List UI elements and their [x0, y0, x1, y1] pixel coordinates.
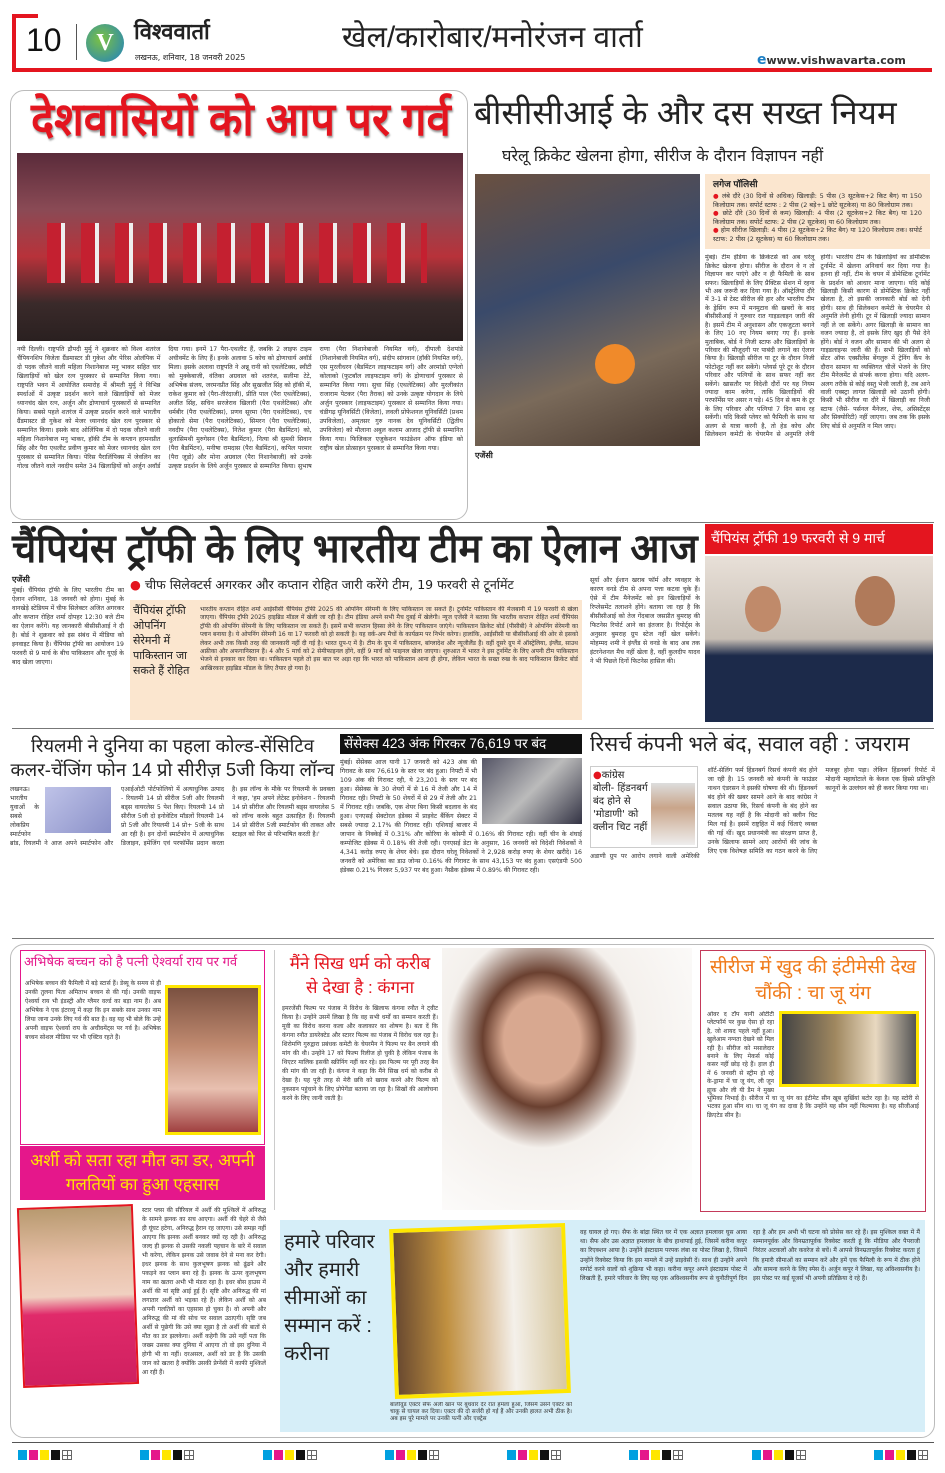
color-swatch [752, 1450, 761, 1460]
crosshair-icon [918, 1450, 928, 1460]
players-photo [475, 174, 700, 446]
subheadline: ● चीफ सिलेक्टर्स अगरकर और कप्तान रोहित जारी करेंगे टीम, 19 फरवरी से टूर्नामेंट [130, 577, 514, 592]
headline: अभिषेक बच्चन को है पत्नी ऐश्वर्या राय पर गर्व [24, 954, 238, 969]
jairam-photo [651, 783, 695, 845]
logo-icon: V [86, 24, 124, 62]
article-awards [10, 90, 468, 520]
article-abhishek [20, 950, 265, 1145]
dateline: लखनऊ, शनिवार, 18 जनवरी 2025 [135, 53, 246, 62]
color-swatch [40, 1450, 49, 1460]
opening-ceremony-box [130, 600, 582, 720]
color-swatch [785, 1450, 794, 1460]
luggage-item: छोटे दौरे (30 दिनों से कम) खिलाड़ी: 4 पीस (2 सूटकेस+2 किट बैग) या 120 किलोग्राम तक। सपोर्ट स्टाफ: 2 पीस (2 सूटकेस) या 60 किलोग्राम तक। [713, 209, 922, 226]
phone-photo [43, 785, 113, 835]
crosshair-icon [551, 1450, 561, 1460]
kangana-photo [442, 948, 692, 1210]
article-kangana [282, 952, 438, 1210]
color-swatch [296, 1450, 305, 1460]
color-swatch [907, 1450, 916, 1460]
color-swatch [651, 1450, 660, 1460]
headline: हमारे परिवार और हमारी सीमाओं का सम्मान करें : करीना [284, 1231, 375, 1365]
luggage-item: होम सीरीज खिलाड़ी: 4 पीस (2 सूटकेस+2 किट बैग) या 120 किलोग्राम तक। सपोर्ट स्टाफ: 2 पीस (2 सूटकेस) या 60 किलोग्राम तक। [713, 226, 922, 243]
color-swatch [874, 1450, 883, 1460]
color-swatch [173, 1450, 182, 1460]
color-swatch [51, 1450, 60, 1460]
luggage-title: लगेज पॉलिसी [713, 179, 758, 189]
color-swatch [285, 1450, 294, 1460]
saif-kareena-photo [389, 1223, 571, 1399]
luggage-item: लंबे दौरे (30 दिनों से अधिक) खिलाड़ी: 5 पीस (3 सूटकेस+2 किट बैग) या 150 किलोग्राम तक। सपोर्ट स्टाफ : 2 पीस (2 बड़े+1 छोटे सूटकेस) या 80 किलोग्राम तक। [713, 192, 922, 209]
crosshair-icon [796, 1450, 806, 1460]
color-swatch-group [629, 1450, 683, 1462]
color-swatch [763, 1450, 772, 1460]
headline-champions: चैंपियंस ट्रॉफी के लिए भारतीय टीम का ऐलान आज [12, 527, 698, 571]
color-swatch [263, 1450, 272, 1460]
color-swatch [151, 1450, 160, 1460]
color-swatch-group [385, 1450, 439, 1462]
color-swatch [29, 1450, 38, 1460]
color-swatch [540, 1450, 549, 1460]
article-body: अडाणी ग्रुप पर आरोप लगाने वाली अमेरिकी शॉर्ट-सेलिंग फर्म हिंडनबर्ग रिसर्च कंपनी बंद होने जा रही है। 15 जनवरी को कंपनी के फाउंडर नाथन एंडरसन ने इसकी घोषणा की थी। हिंडनबर्ग बंद होने की खबर सामने आने के बाद कांग्रेस ने सवाल उठाया कि, रिसर्च कंपनी के बंद होने का मतलब यह नहीं है कि मोदानी को क्लीन चिट मिल गई है। इसमें राष्ट्रहित में कई चिंताएं व्यक्त की गई थीं। खुद प्रधानमंत्री का संरक्षण प्राप्त है, उनके खिलाफ सामने आए आरोपों की जांच के लिए एक विशेषज्ञ समिति का गठन करने के लिए मजबूर होना पड़ा। लेकिन हिंडनबर्ग रिपोर्ट में मोदानी महाघोटाले के केवल एक हिस्से प्रतिभूति कानूनों के उल्लंघन को ही कवर किया गया था। [590, 767, 935, 860]
headline: बीसीसीआई के और दस सख्त नियम [474, 94, 897, 131]
color-swatch [274, 1450, 283, 1460]
color-swatch [507, 1450, 516, 1460]
crosshair-icon [307, 1450, 317, 1460]
article-body: ओवर द टॉप यानी ओटीटी प्लेटफॉर्म पर कुछ ऐसा हो रहा है, जो शायद पहले नहीं हुआ। खुलेआम नग्नता देखने को मिल रही है। सीरीज को मसालेदार बनाने के लिए मेकर्स कोई कसर नहीं छोड़ रहे हैं। हाल ही में 6 जनवरी से स्ट्रीम हो रहे के-ड्रामा में चा जू यंग, ली जून ह्युक और ली यी डैम ने मुख्य भूमिका निभाई है। सीरीज में चा जू यंग का इंटीमेट सीन खूब सुर्खियां बटोर रहा है। यह स्टोरी से भटका हुआ सीन था। चा जू यंग का दावा है कि उन्होंने यह सीन नहीं फिल्माया है। यह सीजीआई क्रिएटेड सीन है। [707, 1011, 919, 1119]
article-body: इमरजेंसी फिल्म पर पंजाब में विरोध के खिलाफ कंगना रनौत ने ट्वीट किया है। उन्होंने उसमें लिखा है कि वह सभी धर्मों का सम्मान करती हैं। मूवी का विरोध करना कला और कलाकार का शोषण है। बता दें कि कंगना रनौत डायरेक्टेड और स्टारर फिल्म का पंजाब में विरोध चल रहा है। शिरोमणि गुरुद्वारा प्रबंधक कमेटी के चेयरमैन ने फिल्म पर बैन लगाने की मांग की थी। उन्होंने 17 को फिल्म रिलीज हो चुकी है लेकिन पंजाब के थिएटर मालिक इसकी स्क्रीनिंग नहीं कर रहे। इस फिल्म पर पूरी तरह बैन की मांग की जा रही है। कंगना ने कहा कि मैंने सिख धर्म को करीब से देखा है। यह पूरी तरह से मेरी छवि को खराब करने और फिल्म को नुकसान पहुंचाने के लिए प्रोपेगेंडा बताया जा रहा है। सिखों की आलोचना करने के लिए जानी जाती है। [282, 1005, 438, 1102]
subheadline: घरेलू क्रिकेट खेलना होगा, सीरीज के दौरान विज्ञापन नहीं [502, 146, 824, 165]
headline: देशवासियों को आप पर गर्व [31, 93, 451, 145]
color-swatch [885, 1450, 894, 1460]
color-swatch [140, 1450, 149, 1460]
luggage-policy-box: लगेज पॉलिसी ● लंबे दौरे (30 दिनों से अधिक) खिलाड़ी: 5 पीस (3 सूटकेस+2 किट बैग) या 150 किलोग्राम तक। सपोर्ट स्टाफ : 2 पीस (2 बड़े+1 छोटे सूटकेस) या 80 किलोग्राम तक। ● छोटे दौरे (30 दिनों से कम) खिलाड़ी: 4 पीस (2 सूटकेस+2 किट बैग) या 120 किलोग्राम तक। सपोर्ट स्टाफ: 2 पीस (2 सूटकेस) या 60 किलोग्राम तक। ● होम सीरीज खिलाड़ी: 4 पीस (2 सूटकेस+2 किट बैग) या 120 किलोग्राम तक। सपोर्ट स्टाफ: 2 पीस (2 सूटकेस) या 60 किलोग्राम तक। [705, 174, 930, 249]
color-swatch-group [140, 1450, 194, 1462]
arshi-photo [17, 1204, 139, 1388]
registration-strip [18, 1450, 928, 1462]
box-label: चैंपियंस ट्रॉफी ओपनिंग सेरेमनी में पाकिस्तान जा सकते हैं रोहित [133, 605, 190, 677]
article-body-right: सूर्या और ईशान खराब फॉर्म और व्यवहार के कारण वनडे टीम से अपना पत्ता कटवा चुके हैं। ऐसे में टीम मैनेजमेंट को इन खिलाड़ियों के रिप्लेसमेंट तलाशने होंगे। बताया जा रहा है कि बीसीसीआई को तेज गेंदबाज जसप्रीत बुमराह की फिटनेस रिपोर्ट आने का इंतजार है। रिपोर्ट्स के अनुसार बुमराह ग्रुप स्टेज नहीं खेल सकेंगे। मोहम्मद शमी ने इंग्लैंड से वनडे के बाद अब तक इंटरनेशनल मैच नहीं खेला है, वहीं कुलदीप यादव ने भी पिछले दिनों फिटनेस हासिल की। [590, 577, 700, 665]
article-body: नयी दिल्ली। राष्ट्रपति द्रौपदी मुर्मु ने शुक्रवार को विश्व शतरंज चैंपियनशिप विजेता ग्रैंडमास्टर डी गुकेश और पेरिस ओलंपिक में दो पदक जीतने वाली महिला निशानेबाज मनु भाकर सहित चार खिलाड़ियों को खेल रत्न पुरस्कार से सम्मानित किया गया। राष्ट्रपति भवन में आयोजित समारोह में श्रीमती मुर्मु ने विभिन्न स्पर्धाओं में उत्कृष्ट प्रदर्शन करने वाले खिलाड़ियों को मेजर ध्यानचंद खेल रत्न, अर्जुन और द्रोणाचार्य पुरस्कारों से सम्मानित किया। सबसे पहले शतरंज में उत्कृष्ट प्रदर्शन करने वाले भारतीय ग्रैंडमास्टर डी गुकेश को मेजर ध्यानचंद खेल रत्न पुरस्कार से सम्मानित किया। इसके बाद ओलिंपिक में दो पदक जीतने वाली महिला निशानेबाज मनु भाकर, हॉकी टीम के कप्तान हरमनप्रीत सिंह और पैरा एथलीट प्रवीण कुमार को मेजर ध्यानचंद खेल रत्न पुरस्कार से सम्मानित किया। पेरिस पैरालिंपिक्स में जेवलिन का गोल्ड जीतने वाले नवदीप समेत 34 खिलाड़ियों को अर्जुन अवॉर्ड दिया गया। इनमें 17 पैरा-एथलीट हैं, जबकि 2 लाइफ टाइम अचीवमेंट के लिए हैं। इनके अलावा 5 कोच को द्रोणाचार्य अवॉर्ड मिला। इसके अलावा राष्ट्रपति ने अन्नू रानी को एथलेटिक्स, स्वीटी को मुक्केबाजी, वंतिका अग्रवाल को शतरंज, सलीमा टेटे, अभिषेक संजय, जरमनप्रीत सिंह और सुखजीत सिंह को हॉकी में, राकेश कुमार को (पैरा-तीरंदाजी), प्रीति पाल (पैरा एथलेटिक्स), अजीत सिंह, सचिन सरजेराव खिलारी (पैरा एथलेटिक्स) और धर्मबीर (पैरा एथलेटिक्स), प्रणव सूरमा (पैरा एथलेटिक्स), एच होकातो सेमा (पैरा एथलेटिक्स), सिमरन (पैरा एथलेटिक्स), नवदीप (पैरा एथलेटिक्स), नितेश कुमार (पैरा बैडमिंटन) को, थुलासिमथी मुरुगेसन (पैरा बैडमिंटन), नित्या श्री सुमथी सिवान (पैरा बैडमिंटन), मनीषा रामदास (पैरा बैडमिंटन), कपिल परमार (पैरा जूडो) और मोना अग्रवाल (पैरा निशानेबाजी) को उनके उत्कृष्ट प्रदर्शन के लिये अर्जुन पुरस्कार से सम्मानित किया। सुभाष राणा (पैरा निशानेबाजी नियमित वर्ग), दीपाली देशपांडे (निशानेबाजी नियमित वर्ग), संदीप सांगवान (हॉकी नियमित वर्ग), एस मुरलीधरन (बैडमिंटन लाइफटाइम वर्ग) और अरमांडो एग्नेलो कोलाको (फुटबॉल लाइफटाइम वर्ग) के द्रोणाचार्य पुरस्कार से सम्मानित किया गया। सुचा सिंह (एथलेटिक्स) और मुरलीकांत राजाराम पेटकर (पैरा तैराक) को उनके उत्कृष्ट योगदान के लिये अर्जुन पुरस्कार (लाइफटाइम) पुरस्कार से सम्मानित किया गया। चंडीगढ़ यूनिवर्सिटी (विजेता), लवली प्रोफेशनल यूनिवर्सिटी (प्रथम उपविजेता), अमृतसर गुरु नानक देव यूनिवर्सिटी (द्वितीय उपविजेता) को मौलाना अबुल कलाम आजाद ट्रॉफी से सम्मानित किया गया। फिजिकल एजुकेशन फाउंडेशन ऑफ इंडिया को राष्ट्रीय खेल प्रोत्साहन पुरस्कार से सम्मानित किया गया। [17, 346, 463, 470]
byline: एजेंसी [475, 451, 493, 460]
masthead [12, 14, 932, 72]
color-registration-marks [12, 1442, 934, 1443]
color-swatch-group [263, 1450, 317, 1462]
browser-icon: e [757, 52, 767, 68]
article-realme [10, 734, 335, 934]
champions-date-tag: चैंपियंस ट्रॉफी 19 फरवरी से 9 मार्च [705, 524, 933, 554]
color-swatch [629, 1450, 638, 1460]
color-swatch-group [507, 1450, 561, 1462]
bullet-icon: ● [130, 577, 141, 592]
color-swatch [896, 1450, 905, 1460]
article-body: मुंबई। सेंसेक्स आज यानी 17 जनवरी को 423 अंक की गिरावट के साथ 76,619 के स्तर पर बंद हुआ। निफ्टी में भी 109 अंक की गिरावट रही, ये 23,201 के स्तर पर बंद हुआ। सेंसेक्स के 30 शेयरों में से 16 में तेजी और 14 में गिरावट रही। निफ्टी के 50 शेयरों में से 29 में तेजी और 21 में गिरावट रही। जबकि, एक शेयर बिना किसी बदलाव के बंद हुआ। एनएसई सेक्टोरल इंडेक्स में प्राइवेट बैंकिंग सेक्टर में सबसे ज्यादा 2.17% की गिरावट रही। एशियाई बाजार में जापान के निक्केई में 0.31% और कोरिया के कोस्पी में 0.16% की गिरावट रही। वहीं चीन के शंघाई कम्पोजिट इंडेक्स में 0.18% की तेजी रही। एनएसई डेटा के अनुसार, 16 जनवरी को विदेशी निवेशकों ने 4,341 करोड़ रुपए के शेयर बेचे। इस दौरान घरेलू निवेशकों ने 2,928 करोड़ रुपए के शेयर खरीदे। 16 जनवरी को अमेरिका का डाउ जोन्स 0.16% की गिरावट के साथ 43,153 पर बंद हुआ। एसएंडपी 500 इंडेक्स 0.21% गिरकर 5,937 पर बंद हुआ। नैस्डैक इंडेक्स में 0.89% की गिरावट रही। [340, 759, 582, 875]
article-body-left: मुंबई। चैंपियंस ट्रॉफी के लिए भारतीय टीम का ऐलान शनिवार, 18 जनवरी को होगा। मुंबई के वानखेड़े स्टेडियम में चीफ सिलेक्टर अजित अगरकर और कप्तान रोहित शर्मा दोपहर 12:30 बजे टीम का ऐलान करेंगे। यह जानकारी बीसीसीआई ने दी है। बोर्ड ने शुक्रवार को इस संबंध में मीडिया को इनवाइट किया है। चैंपियंस ट्रॉफी का आयोजन 19 फरवरी से 9 मार्च के बीच पाकिस्तान और यूएई के बाद खेला जाएगा। [12, 587, 124, 666]
article-body: लखनऊ। भारतीय युवाओं के सबसे लोकप्रिय स्मार्टफोन ब्रांड, रियलमी ने आज अपने स्मार्टफोन और एआईओटी पोर्टफोलियो में अत्याधुनिक उत्पाद - रियलमी 14 प्रो सीरीज 5जी और रियलमी बड्स वायरलेस 5 पेश किए। रियलमी 14 प्रो सीरीज 5जी दो इनोवेटिव मॉडलों रियलमी 14 प्रो 5जी और रियलमी 14 प्रो+ 5जी के साथ आ रही है। इन दोनों स्मार्टफोन में अत्याधुनिक डिजाइन, इमेजिंग एवं परफॉर्मेंस प्रदान करता है। इस लॉन्च के मौके पर रियलमी के प्रवक्ता ने कहा, 'हम अपने लेटेस्ट इनोवेशन - रियलमी 14 प्रो सीरीज और रियलमी बड्स वायरलेस 5 को लॉन्च करके बहुत उत्साहित हैं। रियलमी 14 प्रो सीरीज 5जी स्मार्टफोन की ताकत और स्टाइल को फिर से परिभाषित करती है।' [10, 786, 335, 847]
color-swatch [385, 1450, 394, 1460]
color-swatch [18, 1450, 27, 1460]
headline: सेंसेक्स 423 अंक गिरकर 76,619 पर बंद [340, 734, 582, 754]
photo-caption: बॉलीवुड एक्टर सैफ अली खान पर बुधवार देर रात हमला हुआ, जिसमें उसने एक्टर को चाकू से घायल कर दिया। एक्टर की दो सर्जरी हो गई हैं और उनकी हालत अभी ठीक है। अब इस पूरे मामले पर उनकी पत्नी और एक्ट्रेस [390, 1402, 572, 1422]
color-swatch [396, 1450, 405, 1460]
color-swatch [529, 1450, 538, 1460]
cha-ju-young-photo [779, 1011, 919, 1087]
article-body: वह घायल हो गए। सैफ के बांद्रा स्थित घर में एक अज्ञात हमलावर घुस आया था। सैफ और उस अज्ञात हमलावर के बीच हाथापाई हुई, जिसमें करीना कपूर का रिएक्शन आया है। उन्होंने इंस्टाग्राम परपक लंबा सा पोस्ट लिखा है, जिसमें उन्होंने रिक्वेस्ट किया कि इस मामले में उन्हें प्राइवेसी दें। साथ ही उन्होंने अपने सपोर्ट करने वालों को शुक्रिया भी कहा। करीना कपूर अपने इंस्टाग्राम पोस्ट में लिखती हैं, हमारे परिवार के लिए यह एक अविश्वसनीय रूप से चुनौतीपूर्ण दिन रहा है और हम अभी भी घटना को प्रोसेस कर रहे हैं। इस मुश्किल वक्त में मैं सम्मानपूर्वक और विनम्रतापूर्वक रिक्वेस्ट करती हूं कि मीडिया और पैपराजी निरंतर अटकलों और कवरेज से बचें। मैं आपसे विनम्रतापूर्वक रिक्वेस्ट करता हूं कि हमारी सीमाओं का सम्मान करें और हमें एक फैमिली के रूप में ठीक होने और सामना करने के लिए स्पेस दें। अर्जुन कपूर ने लिखा, यह अविश्वसनीय है। इस पोस्ट पर कई यूजर्स भी अपनी प्रतिक्रिया दे रहे हैं। [580, 1229, 920, 1283]
headline: रियलमी ने दुनिया का पहला कोल्ड-सेंसिटिव कलर-चेंजिंग फोन 14 प्रो सीरीज़ 5जी किया लॉन्च [10, 735, 335, 780]
color-swatch [774, 1450, 783, 1460]
paper-name: विश्ववार्ता [134, 19, 210, 44]
article-sensex [340, 734, 582, 934]
headline: रिसर्च कंपनी भले बंद, सवाल वही : जयराम [590, 733, 910, 756]
crosshair-icon [62, 1450, 72, 1460]
inset-text: ●कांग्रेस बोली- हिंडनबर्ग बंद होने से 'मोडाणी' को क्लीन चिट नहीं [593, 770, 648, 833]
article-jairam [590, 734, 935, 934]
box-body: भारतीय कप्तान रोहित शर्मा आईसीसी चैंपियंस ट्रॉफी 2025 की ओपनिंग सेरेमनी के लिए पाकिस्तान जा सकते हैं। टूर्नामेंट पाकिस्तान की मेजबानी में 19 फरवरी से खेला जाएगा। चैंपियंस ट्रॉफी 2025 हाइब्रिड मॉडल में खेली जा रही है। टीम इंडिया अपने सभी मैच दुबई में खेलेगी। न्यूज एजेंसी ने बताया कि भारतीय कप्तान रोहित शर्मा चैंपियंस ट्रॉफी की ओपनिंग सेरेमनी के लिए पाकिस्तान जा सकते हैं। इसमें सभी कप्तान हिस्सा लेने के लिए पाकिस्तान जाएंगे। पाकिस्तान क्रिकेट बोर्ड (पीसीबी) ने ओपनिंग सेरेमनी का प्लान बनाया है। ये ओपनिंग सेरेमनी 16 या 17 फरवरी को हो सकती है। यह वर्क-अप मैचों के कार्यक्रम पर निर्भर करेगा। हालांकि, आईसीसी या बीसीसीआई की ओर से इसको लेकर अभी तक किसी तरह की जानकारी नहीं दी गई है। भारत ग्रुप-ए में है। टीम के ग्रुप में पाकिस्तान, बांग्लादेश और न्यूजीलैंड हैं। वहीं दूसरे ग्रुप में ऑस्ट्रेलिया, इंग्लैंड, साउथ अफ्रीका और अफगानिस्तान हैं। 4 और 5 मार्च को 2 सेमीफाइनल होंगे, वहीं 9 मार्च को फाइनल खेला जाएगा। शुरुआत में भारत ने इस टूर्नामेंट के लिए अपनी टीम पाकिस्तान भेजने से इनकार कर दिया था। पाकिस्तान पहले तो इस बात पर अड़ा रहा कि भारत को पाकिस्तान आना ही होगा, लेकिन भारत के सख्त रुख के बाद पाकिस्तान क्रिकेट बोर्ड आखिरकार हाइब्रिड मॉडल के लिए तैयार हो गया है। [200, 606, 578, 672]
article-kareena [280, 1220, 925, 1432]
bse-bull-photo [482, 758, 582, 824]
headline-kangana: मैंने सिख धर्म को करीब से देखा है : कंगना [289, 954, 431, 997]
headline: सीरीज में खुद की इंटीमेसी देख चौंकी : चा जू यंग [709, 957, 917, 1004]
headline-arshi: अर्शी को सता रहा मौत का डर, अपनी गलतियों का हुआ एहसास [20, 1146, 265, 1200]
congress-inset-box [590, 766, 698, 848]
color-swatch [418, 1450, 427, 1460]
page-number: 10 [26, 22, 62, 58]
article-bcci [472, 92, 935, 522]
color-swatch-group [18, 1450, 72, 1462]
article-body: अभिषेक बच्चन की फैमिली में बड़े स्टार्स हैं। डेब्यू के समय से ही उनकी तुलना पिता अमिताभ बच्चन से की गई। उनकी वाइफ ऐश्वर्या राय भी इंडस्ट्री और ग्लैमर वर्ल्ड का बड़ा नाम हैं। अब अभिषेक ने एक इंटरव्यू में कहा कि इन सबके साथ उनका नाम लिया जाना उनके लिए गर्व की बात है। वह यह भी बोले कि उन्हें अपनी वाइफ ऐश्वर्या राय के अचीवमेंट्स पर गर्व है। अभिषेक बच्चन सोशल मीडिया पर भी एक्टिव रहते हैं। [25, 980, 161, 1041]
article-jiyoung [700, 950, 926, 1212]
crosshair-icon [429, 1450, 439, 1460]
article-body: स्टार प्लस की सीरियल में अर्शी की मुश्किलें में अनिरुद्ध के सामने झनक का सच आएगा। अर्शी की चेहरे से जैसे ही घूंघट हटेगा, अनिरुद्ध हैरान रह जाएगा। उसे समझ नहीं आएगा कि झनक अर्शी बनकर क्यों रह रही है। अनिरुद्ध जल्द ही झनक से उसकी नकली पहचान के बारे में सवाल भी करेगा, लेकिन झनक उसे जवाब देने से मना कर देगी। इधर झनक के साथ कुलभूषण झनक को ढूंढने और पकड़ने का प्लान बना रहे हैं। झनक के ऊपर कुलभूषण नाम का खतरा अभी भी मंडरा रहा है। इधर बोस हाउस में अर्शी की मां सृष्टि आई हुई हैं। सृष्टि और अनिरुद्ध की मां लगातार अर्शी को भड़का रहे हैं। लेकिन अर्शी को अब अपनी गलतियों का एहसास हो चुका है। वो अपनी और अनिरुद्ध की मां की सोच पर सवाल उठाएगी। सृष्टि जब अर्शी से पूछेगी कि उसे क्या सूझा है तो अर्शी की बातों से मौत का डर झलकेगा। अर्शी कहेगी कि उसे नहीं पता कि जख्म उसका क्या दुनिया में आएगा तो वो इस दुनिया में होगी भी या नहीं। दरअसल, अर्शी को डर है कि उसकी जान को खतरा है क्योंकि उसकी प्रेग्नेंसी में काफी मुश्किलें आ रही हैं। [142, 1207, 266, 1376]
color-swatch [518, 1450, 527, 1460]
color-swatch [407, 1450, 416, 1460]
bachchan-family-photo [165, 985, 261, 1135]
agarkar-rohit-photo [705, 556, 933, 722]
crosshair-icon [673, 1450, 683, 1460]
color-swatch-group [752, 1450, 806, 1462]
website[interactable]: ewww.vishwavarta.com [757, 52, 906, 68]
color-swatch [640, 1450, 649, 1460]
color-swatch [162, 1450, 171, 1460]
byline: एजेंसी [12, 575, 30, 584]
award-ceremony-photo [17, 153, 463, 341]
color-swatch-group [874, 1450, 928, 1462]
article-body: मुंबई। टीम इंडिया के क्रिकेटर्स को अब घरेलू क्रिकेट खेलना होगा। सीरीज के दौरान वे न तो विज्ञापन कर पाएंगे और न ही फैमिली के साथ सफर। खिलाड़ियों के लिए प्रैक्टिस सेशन में रहना भी अब जरूरी कर दिया गया है। ऑस्ट्रेलिया दौरे में 3-1 से टेस्ट सीरीज की हार और भारतीय टीम के ड्रेसिंग रूम में मनमुटाव की खबरों के बाद बीसीसीआई ने गुरुवार रात गाइडलाइन जारी की है। इसमें टीम में अनुशासन और एकजुटता बनाने के लिए 10 नए नियम बनाए गए हैं। इनके मुताबिक, बोर्ड ने निजी स्टाफ और खिलाड़ियों के परिवार की मौजूदगी पर पाबंदी लगाने का ऐलान किया है। खिलाड़ी सीरीज या टूर के दौरान निजी फोटोशूट नहीं कर सकेंगे। प्लेयर्स पूरे टूर के दौरान परिवार और पत्नियों के साथ सफर नहीं कर सकेंगे। खासतौर पर विदेशी दौरों पर यह नियम ज्यादा काम करेगा, ताकि खिलाड़ियों की परफॉर्मेंस पर असर न पड़े। 45 दिन से कम के टूर के लिए परिवार और पत्नियां 7 दिन साथ रह सकेंगी। यदि किसी प्लेयर को फैमिली के साथ या अलग से यात्रा करनी है, तो हेड कोच और सिलेक्शन कमेटी के चेयरमैन से अनुमति लेनी होगी। भारतीय टीम के खिलाड़ियों का डोमेस्टिक टूर्नामेंट में खेलना अनिवार्य कर दिया गया है। इतना ही नहीं, टीम के चयन में डोमेस्टिक टूर्नामेंट के प्रदर्शन को आधार माना जाएगा। यदि कोई खिलाड़ी किसी कारण से डोमेस्टिक क्रिकेट नहीं खेलता है, तो इसकी जानकारी बोर्ड को देनी होगी। साथ ही सिलेक्शन कमेटी के चेयरमैन से अनुमति लेनी होगी। टूर में खिलाड़ी ज्यादा सामान नहीं ले जा सकेंगे। अगर खिलाड़ी के सामान का वजन ज्यादा है, तो इसके लिए खुद ही पैसे देने होंगे। बोर्ड ने वजन और सामान की भी अलग से गाइडलाइन्स जारी की हैं। सभी खिलाड़ियों को सेंटर ऑफ एक्सीलेंस बेंगलुरु में ट्रेनिंग कैंप के दौरान सामान या व्यक्तिगत चीजें भेजने के लिए टीम मैनेजमेंट से संपर्क करना होगा। यदि अलग-अलग तरीके से कोई वस्तु भेजी जाती है, तब आने वाली एक्स्ट्रा लागत खिलाड़ी को उठानी होगी। किसी भी सीरीज या दौरे में खिलाड़ी का निजी स्टाफ (जैसे- पर्सनल मैनेजर, शेफ, असिस्टेंट्स और सिक्योरिटी) नहीं जाएगा। जब तक कि इसके लिए बोर्ड से अनुमति न मिल जाए। [705, 254, 930, 438]
crosshair-icon [184, 1450, 194, 1460]
section-title: खेल/कारोबार/मनोरंजन वार्ता [342, 21, 643, 54]
color-swatch [662, 1450, 671, 1460]
